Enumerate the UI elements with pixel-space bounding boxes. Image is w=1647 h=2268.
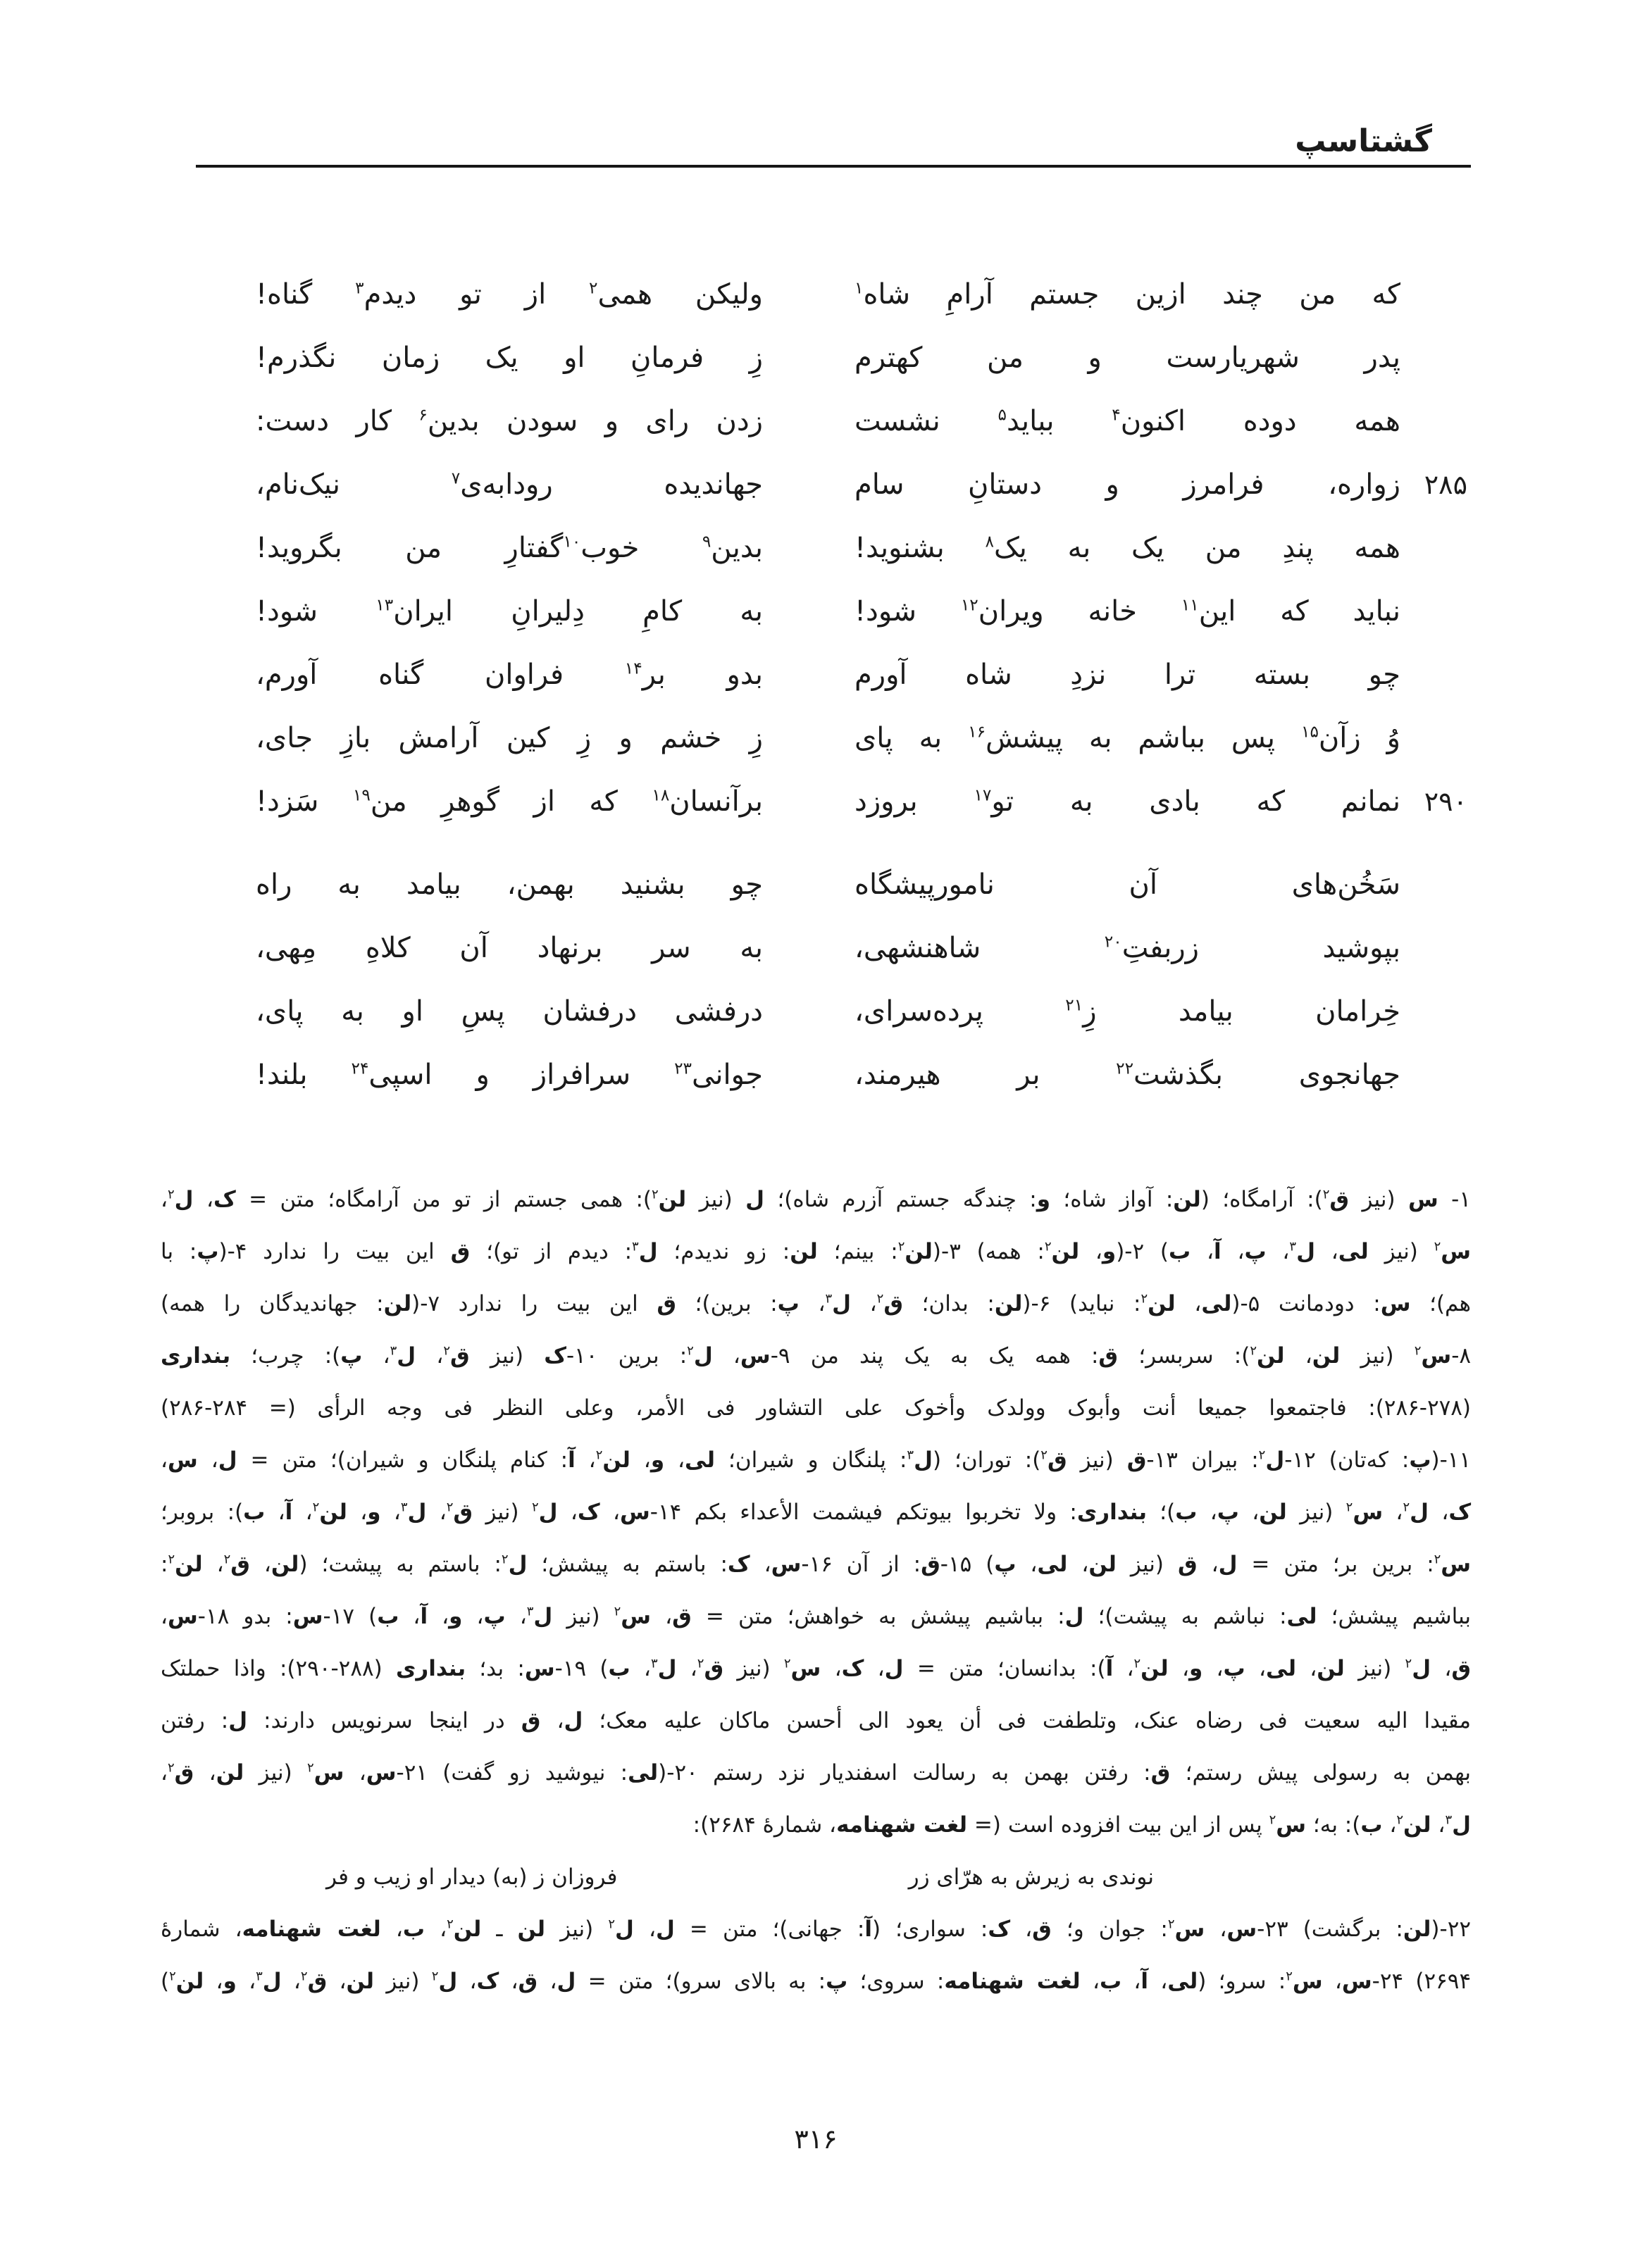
verse-row bbox=[256, 770, 1467, 833]
page-number: ۳۱۶ bbox=[794, 2124, 838, 2155]
hemistich-second: جهاندیده رودابه‌ی$^۷$ نیک‌نام، bbox=[256, 468, 763, 501]
apparatus-line: ۲۲-(لن: برگشت) ۲۳-س، س$^۲$: جوان و؛ ق، ک: سواری؛ (آ: جهانی)؛ متن = ل، ل$^۲$ (نیز لن ـ لن$^۲$، ب، لغت شهنامه، شمارهٔ bbox=[161, 1917, 1472, 1942]
apparatus-line: ۲۶۹۴) ۲۴-س، س$^۲$: سرو؛ (لی، آ، ب، لغت شهنامه: سروی؛ پ: به بالای سرو)؛ متن = ل، ق، ک، ل$^۲$ (نیز لن، ق$^۲$، ل$^۳$، و، لن$^۲$) bbox=[161, 1969, 1472, 1994]
apparatus-line: ل$^۳$، لن$^۲$، ب): به؛ س$^۲$ پس از این بیت افزوده است (= لغت شهنامه، شمارهٔ ۲۶۸۴): bbox=[692, 1812, 1471, 1838]
hemistich-first: خِرامان بیامد زِ$^{۲۱}$ پرده‌سرای، bbox=[854, 995, 1400, 1028]
page-content bbox=[161, 0, 1471, 2155]
verse-row bbox=[256, 853, 1400, 916]
apparatus-line: ک، ل$^۲$، س$^۲$ (نیز لن، پ، ب)؛ بنداری: ولا تخربوا بیوتکم فیشمت الأعداء بکم ۱۴-س، ک، ل$^۲$ (نیز ق$^۲$، ل$^۳$، و، لن$^۲$، آ، ب): بروبر؛ bbox=[161, 1500, 1472, 1525]
inserted-verse-hemistich-second: فروزان ز (به) دیدار او زیب و فر bbox=[326, 1864, 618, 1890]
apparatus-line: ۸-س$^۲$ (نیز لن، لن$^۲$): سربسر؛ ق: همه یک به یک پند من ۹-س، ل$^۲$: برین ۱۰-ک (نیز ق$^۲$، ل$^۳$، پ): چرب؛ بنداری bbox=[161, 1343, 1472, 1369]
hemistich-first: چو بسته ترا نزدِ شاه آورم bbox=[854, 659, 1400, 691]
hemistich-second: زِ خشم و زِ کین آرامش بازِ جای، bbox=[256, 722, 763, 754]
stanza-1 bbox=[256, 263, 1467, 833]
hemistich-first: سَخُن‌های آن نامورپیشگاه bbox=[854, 868, 1400, 901]
verse-row bbox=[256, 390, 1400, 453]
hemistich-first: که من چند ازین جستم آرامِ شاه$^۱$ bbox=[854, 278, 1400, 311]
hemistich-second: جوانی$^{۲۳}$ سرافراز و اسپی$^{۲۴}$ بلند! bbox=[256, 1059, 763, 1091]
hemistich-second: برآنسان$^{۱۸}$ که از گوهرِ من$^{۱۹}$ سَزد! bbox=[256, 785, 763, 818]
hemistich-first: همه پندِ من یک به یک$^۸$ بشنوید! bbox=[854, 532, 1400, 564]
hemistich-second: درفشی درفشان پسِ او به پای، bbox=[256, 995, 763, 1028]
critical-apparatus bbox=[161, 1173, 1471, 2007]
hemistich-second: به سر برنهاد آن کلاهِ مِهی، bbox=[256, 932, 763, 964]
apparatus-line: س$^۲$ (نیز لی، ل$^۳$، پ، آ، ب) ۲-(و، لن$^۲$: همه) ۳-(لن$^۲$: بینم؛ لن: زو ندیدم؛ ل$^۳$: دیدم از تو)؛ ق این بیت را ندارد ۴-(پ: با bbox=[161, 1239, 1472, 1264]
apparatus-line: بهمن به رسولی پیش رستم؛ ق: رفتن بهمن به رسالت اسفندیار نزد رستم ۲۰-(لی: نیوشید زو گفت) ۲۱-س، س$^۲$ (نیز لن، ق$^۲$، bbox=[161, 1760, 1472, 1786]
hemistich-first: همه دوده اکنون$^۴$ بباید$^۵$ نشست bbox=[854, 405, 1400, 437]
hemistich-second: بدین$^۹$ خوب$^{۱۰}$گفتارِ من بگروید! bbox=[256, 532, 763, 564]
apparatus-line: ۱- س (نیز ق$^۲$): آرامگاه؛ (لن: آواز شاه؛ و: چندگه جستم آزرم شاه)؛ ل (نیز لن$^۲$): همی جستم از تو من آرامگاه؛ متن = ک، ل$^۲$، bbox=[161, 1187, 1472, 1212]
apparatus-line: هم)؛ س: دودمانت ۵-(لی، لن$^۲$: نباید) ۶-(لن: بدان؛ ق$^۲$، ل$^۳$، پ: برین)؛ ق این بیت را ندارد ۷-(لن: جهاندیدگان را همه) bbox=[161, 1291, 1472, 1316]
inserted-verse-hemistich-first: نوندی به زیرش به هرّای زر bbox=[908, 1864, 1154, 1890]
hemistich-first: پدر شهریارست و من کهترم bbox=[854, 342, 1400, 374]
verse-number: ۲۸۵ bbox=[1424, 469, 1467, 500]
verse-row bbox=[256, 516, 1400, 580]
hemistich-first: نباید که این$^{۱۱}$ خانه ویران$^{۱۲}$ شود! bbox=[854, 595, 1400, 628]
hemistich-first: زواره، فرامرز و دستانِ سام bbox=[854, 468, 1400, 501]
verse-row bbox=[256, 916, 1400, 980]
poem bbox=[161, 263, 1471, 1107]
apparatus-line: بباشیم پیشش؛ لی: نباشم به پیشت)؛ ل: بباشیم پیشش به خواهش؛ متن = ق، س$^۲$ (نیز ل$^۳$، پ، و، آ، ب) ۱۷-س: بدو ۱۸-س، bbox=[161, 1604, 1472, 1629]
apparatus-line: ق، ل$^۲$ (نیز لن، لی، پ، و، لن$^۲$، آ): بدانسان؛ متن = ل، ک، س$^۲$ (نیز ق$^۲$، ل$^۳$، ب) ۱۹-س: بد؛ بنداری (۲۸۸‏-‏۲۹۰): واذا حملتک bbox=[161, 1656, 1472, 1681]
verse-row bbox=[256, 980, 1400, 1043]
hemistich-second: زدن رای و سودن بدین$^۶$ کار دست: bbox=[256, 405, 764, 437]
hemistich-first: وُ زآن$^{۱۵}$ پس بباشم به پیشش$^{۱۶}$ به پای bbox=[854, 722, 1400, 754]
apparatus-line: ۱۱-(پ: که‌تان) ۱۲-ل$^۲$: بیران ۱۳-ق (نیز ق$^۲$): توران؛ (ل$^۳$: پلنگان و شیران؛ لی، و، لن$^۲$، آ: کنام پلنگان و شیران)؛ متن = ل، س، bbox=[161, 1447, 1472, 1473]
verse-row bbox=[256, 453, 1467, 516]
verse-row bbox=[256, 580, 1400, 643]
verse-row bbox=[256, 326, 1400, 390]
inserted-verse bbox=[161, 1851, 1471, 1903]
header-rule bbox=[196, 165, 1471, 168]
hemistich-second: ولیکن همی$^۲$ از تو دیدم$^۳$ گناه! bbox=[256, 278, 764, 311]
running-title: گشتاسپ bbox=[1295, 123, 1432, 159]
verse-row bbox=[256, 263, 1400, 326]
hemistich-first: بپوشید زربفتِ$^{۲۰}$ شاهنشهی، bbox=[854, 932, 1400, 964]
hemistich-second: بدو بر$^{۱۴}$ فراوان گناه آورم، bbox=[256, 659, 763, 691]
hemistich-first: جهانجوی بگذشت$^{۲۲}$ بر هیرمند، bbox=[854, 1059, 1400, 1091]
apparatus-line: س$^۲$: برین بر؛ متن = ل، ق (نیز لن، لی، پ) ۱۵-ق: از آن ۱۶-س، ک: باستم به پیشش؛ ل$^۲$: باستم به پیشت؛ (لن، ق$^۲$، لن$^۲$: bbox=[161, 1552, 1472, 1577]
verse-number: ۲۹۰ bbox=[1424, 786, 1467, 817]
hemistich-first: نمانم که بادی به تو$^{۱۷}$ بروزد bbox=[854, 785, 1400, 818]
verse-row bbox=[256, 1043, 1400, 1107]
hemistich-second: به کامِ دِلیرانِ ایران$^{۱۳}$ شود! bbox=[256, 595, 763, 628]
stanza-2 bbox=[256, 853, 1400, 1107]
hemistich-second: زِ فرمانِ او یک زمان نگذرم! bbox=[256, 342, 763, 374]
apparatus-line: مقیدا الیه سعیت فی رضاه عنک، وتلطفت فی أن یعود الی أحسن ماکان علیه معک؛ ل، ق در اینجا سرنویس دارند: ل: رفتن bbox=[161, 1708, 1472, 1733]
hemistich-second: چو بشنید بهمن، بیامد به راه bbox=[256, 868, 763, 901]
verse-row bbox=[256, 643, 1400, 706]
verse-row bbox=[256, 706, 1400, 770]
apparatus-line: (۲۷۸‏-‏۲۸۶): فاجتمعوا جمیعا أنت وأبوک وولدک وأخوک علی التشاور فی الأمر، وعلی النظر فی وجه الرأی (= ۲۸۴‏-‏۲۸۶) bbox=[161, 1395, 1471, 1421]
